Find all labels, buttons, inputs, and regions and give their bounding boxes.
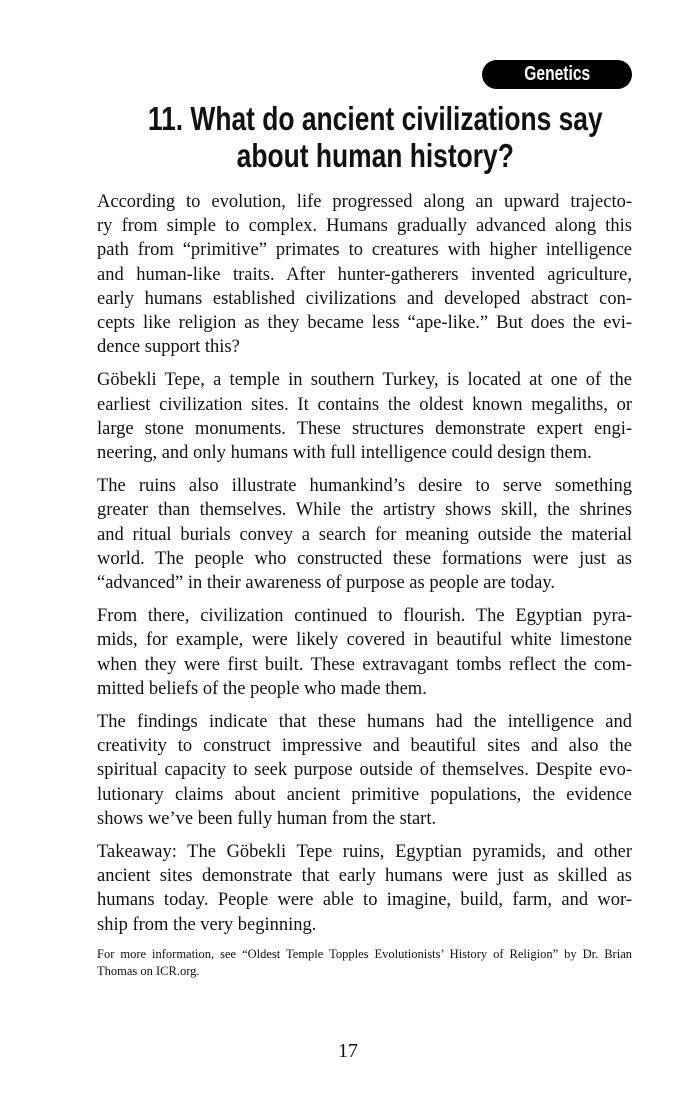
footnote [97,946,632,980]
text-line: ancient sites demonstrate that early humans were just as skilled as [97,866,632,887]
text-line: The findings indicate that these humans had the intelligence and [97,712,632,733]
text-line: dence support this? [97,337,240,358]
text-line: creativity to construct impressive and beautiful sites and also the [97,736,632,757]
paragraph [97,368,632,465]
title-line: about human history? [236,137,514,174]
text-line: Göbekli Tepe, a temple in southern Turkey, is located at one of the [97,370,632,391]
page-title [60,100,690,174]
text-line: lutionary claims about ancient primitive populations, the evidence [97,784,632,805]
text-line: earliest civilization sites. It contains the oldest known megaliths, or [97,394,632,415]
text-line: Thomas on ICR.org. [97,963,200,978]
text-line: The ruins also illustrate humankind’s desire to serve something [97,476,632,497]
text-line: Takeaway: The Göbekli Tepe ruins, Egyptian pyramids, and other [97,842,632,863]
text-line: and ritual burials convey a search for meaning outside the material [97,524,632,545]
paragraph [97,474,632,595]
text-line: ry from simple to complex. Humans gradually advanced along this [97,216,632,237]
text-line: neering, and only humans with full intelligence could design them. [97,443,592,464]
text-line: “advanced” in their awareness of purpose as people are today. [97,573,556,594]
text-line: and human-like traits. After hunter-gatherers invented agriculture, [97,264,632,285]
section-badge [482,60,632,89]
title-line: 11. What do ancient civilizations say [147,100,603,137]
text-line: when they were first built. These extravagant tombs reflect the com- [97,654,632,675]
text-line: large stone monuments. These structures demonstrate expert engi- [97,418,632,439]
paragraph [97,604,632,701]
text-line: humans today. People were able to imagine, build, farm, and wor- [97,890,632,911]
text-line: early humans established civilizations and developed abstract con- [97,288,632,309]
text-line: According to evolution, life progressed along an upward trajecto- [97,192,632,212]
paragraph [97,710,632,831]
text-line: shows we’ve been fully human from the start. [97,808,437,829]
article-body [97,190,632,980]
paragraph [97,190,632,359]
text-line: mitted beliefs of the people who made them. [97,678,427,699]
text-line: For more information, see “Oldest Temple Topples Evolutionists’ History of Religion” by Dr. Brian [97,946,632,961]
page-number: 17 [338,1040,358,1062]
text-line: From there, civilization continued to flourish. The Egyptian pyra- [97,606,632,627]
text-line: ship from the very beginning. [97,914,317,935]
text-line: spiritual capacity to seek purpose outside of themselves. Despite evo- [97,760,632,781]
paragraph [97,840,632,937]
text-line: world. The people who constructed these formations were just as [97,548,632,569]
text-line: greater than themselves. While the artistry shows skill, the shrines [97,500,632,521]
text-line: cepts like religion as they became less “ape-like.” But does the evi- [97,313,632,334]
section-badge-label: Genetics [524,63,590,85]
text-line: path from “primitive” primates to creatures with higher intelligence [97,240,632,261]
text-line: mids, for example, were likely covered in beautiful white limestone [97,630,632,651]
